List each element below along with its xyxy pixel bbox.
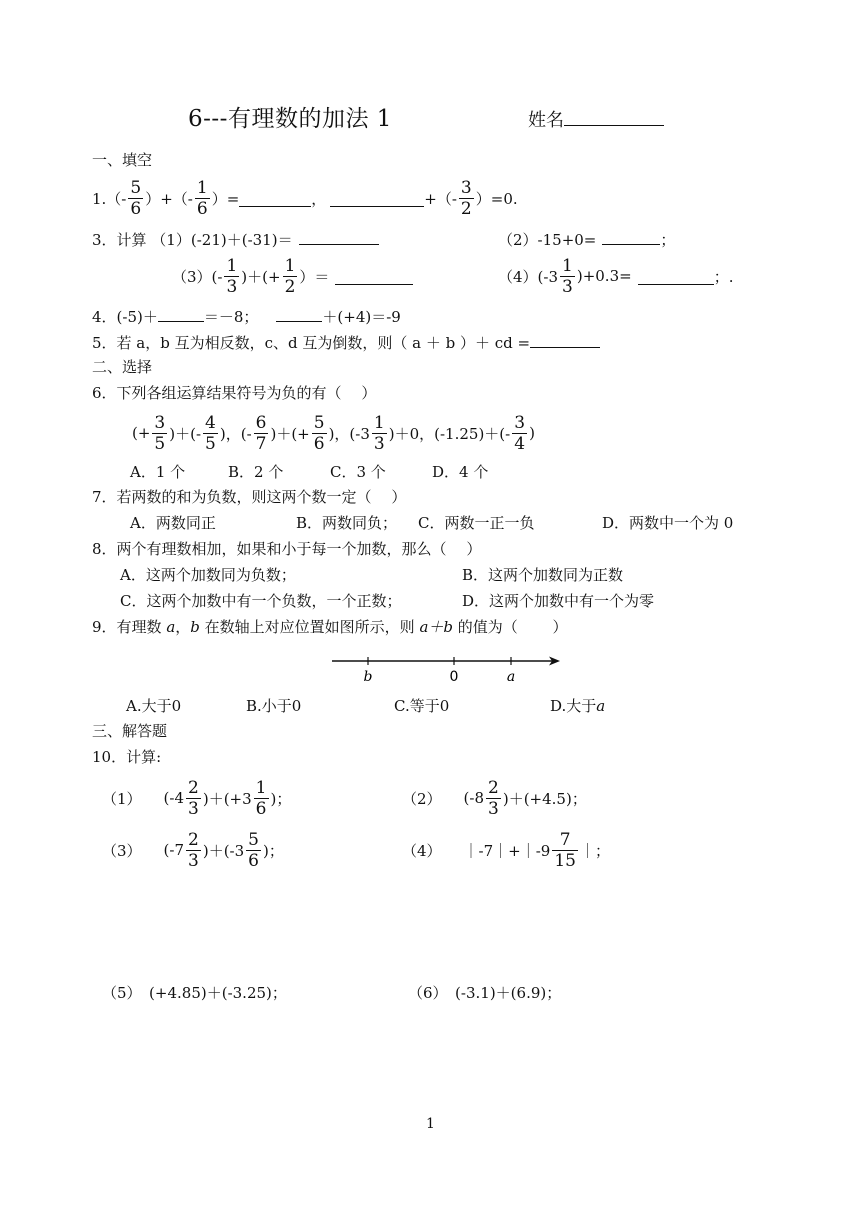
question-3-part-3: （3）(- $\frac{1}{3}$ )＋(+ $\frac{1}{2}$ ）＝	[172, 252, 413, 300]
fraction: $\frac{5}{6}$	[248, 829, 259, 871]
question-7-option-d[interactable]: D．两数中一个为 0	[602, 514, 734, 532]
fraction: $\frac{1}{3}$	[562, 255, 573, 297]
fraction: $\frac{1}{3}$	[373, 412, 385, 454]
question-3-part-2: （2）-15+0= ；	[498, 228, 675, 250]
section-fill-heading: 一、填空	[92, 151, 153, 169]
name-blank	[564, 109, 664, 126]
fraction: $\frac{2}{3}$	[488, 777, 499, 819]
fraction: $\frac{1}{6}$	[255, 777, 267, 819]
answer-blank	[638, 268, 714, 285]
name-field	[528, 108, 664, 134]
fraction: $\frac{1}{3}$	[226, 255, 238, 297]
question-8-option-c[interactable]: C．这两个加数中有一个负数，一个正数；	[120, 592, 402, 610]
question-8-option-b[interactable]: B．这两个加数同为正数	[462, 566, 624, 584]
question-7-option-b[interactable]: B．两数同负；	[296, 514, 398, 532]
fraction: $\frac{2}{3}$	[188, 829, 199, 871]
question-9-stem: 9．有理数 a，b 在数轴上对应位置如图所示，则 a＋b 的值为（ ）	[92, 618, 568, 636]
fraction: $\frac{3}{5}$	[154, 412, 166, 454]
question-5: 5．若 a，b 互为相反数，c、d 互为倒数，则（ a ＋ b ）＋ cd =	[92, 331, 600, 353]
fraction: $\frac{7}{15}$	[554, 829, 576, 871]
fraction: $\frac{2}{3}$	[188, 777, 199, 819]
section-answer-heading: 三、解答题	[92, 722, 168, 740]
axis-label-a: a	[506, 669, 516, 685]
question-8-option-a[interactable]: A．这两个加数同为负数；	[120, 566, 296, 584]
question-10-stem: 10．计算:	[92, 748, 162, 766]
fraction: $\frac{3}{4}$	[514, 412, 526, 454]
question-7-stem: 7．若两数的和为负数，则这两个数一定（ ）	[92, 488, 407, 506]
problem-4: （4） ｜-7｜+｜-9 $\frac{7}{15}$ ｜；	[402, 829, 610, 871]
question-3-part-4: （4）(-3 $\frac{1}{3}$ )+0.3= ；.	[498, 255, 734, 297]
fraction: $\frac{1}{2}$	[284, 255, 296, 297]
fraction: $\frac{6}{7}$	[255, 412, 267, 454]
page-number: 1	[426, 1116, 435, 1132]
number-line-figure	[330, 648, 570, 688]
question-3-row-1: 3．计算 （1）(-21)＋(-31)＝	[92, 228, 379, 250]
question-6-option-a[interactable]: A．1 个	[130, 463, 186, 481]
problem-5: （5） (+4.85)＋(-3.25)；	[102, 984, 287, 1002]
axis-label-b: b	[363, 669, 373, 685]
question-9-option-b[interactable]: B.小于0	[246, 697, 302, 715]
question-9-option-c[interactable]: C.等于0	[394, 697, 450, 715]
question-8-option-d[interactable]: D．这两个加数中有一个为零	[462, 592, 655, 610]
problem-3: （3） (-7 $\frac{2}{3}$ )＋(-3 $\frac{5}{6}$ )；	[102, 829, 284, 871]
axis-label-zero: 0	[449, 669, 459, 685]
question-6-option-d[interactable]: D．4 个	[432, 463, 489, 481]
answer-blank	[158, 305, 204, 322]
question-9-option-d[interactable]: D.大于a	[550, 697, 606, 715]
question-4: 4．(-5)＋ ＝－8； ＋(+4)＝-9	[92, 305, 401, 327]
name-label: 姓名	[528, 110, 564, 131]
fraction: $\frac{1}{6}$	[196, 177, 208, 219]
fraction: $\frac{3}{2}$	[460, 177, 472, 219]
fraction: $\frac{5}{6}$	[130, 177, 142, 219]
answer-blank	[602, 228, 660, 245]
answer-blank	[335, 268, 413, 285]
question-6-expression: (+ $\frac{3}{5}$ )＋(- $\frac{4}{5}$ )，(- $\frac{6}{7}$ )＋(+ $\frac{5}{6}$ )，(-3 $\frac{1}{3}$ )＋0，(-1.25)＋(- $\frac{3}{4}$ )	[132, 412, 535, 454]
problem-1: （1） (-4 $\frac{2}{3}$ )＋(+3 $\frac{1}{6}$ )；	[102, 777, 292, 819]
question-6-option-c[interactable]: C．3 个	[330, 463, 386, 481]
fraction: $\frac{4}{5}$	[205, 412, 216, 454]
answer-blank	[239, 190, 311, 207]
answer-blank	[299, 228, 379, 245]
problem-2: （2） (-8 $\frac{2}{3}$ )＋(+4.5)；	[402, 777, 587, 819]
problem-6: （6） (-3.1)＋(6.9)；	[408, 984, 562, 1002]
section-choice-heading: 二、选择	[92, 358, 153, 376]
question-7-option-c[interactable]: C．两数一正一负	[418, 514, 535, 532]
fraction: $\frac{5}{6}$	[313, 412, 325, 454]
question-6-stem: 6．下列各组运算结果符号为负的有（ ）	[92, 384, 377, 402]
answer-blank	[276, 305, 322, 322]
question-9-option-a[interactable]: A.大于0	[126, 697, 182, 715]
worksheet-title: 6---有理数的加法 1	[188, 106, 392, 132]
answer-blank	[530, 331, 600, 348]
question-1: 1.（- $\frac{5}{6}$ ）+（- $\frac{1}{6}$ ）= ， +（- $\frac{3}{2}$ ）=0.	[92, 177, 518, 219]
question-8-stem: 8．两个有理数相加，如果和小于每一个加数，那么（ ）	[92, 540, 482, 558]
question-7-option-a[interactable]: A．两数同正	[130, 514, 216, 532]
answer-blank	[330, 190, 424, 207]
question-6-option-b[interactable]: B．2 个	[228, 463, 284, 481]
